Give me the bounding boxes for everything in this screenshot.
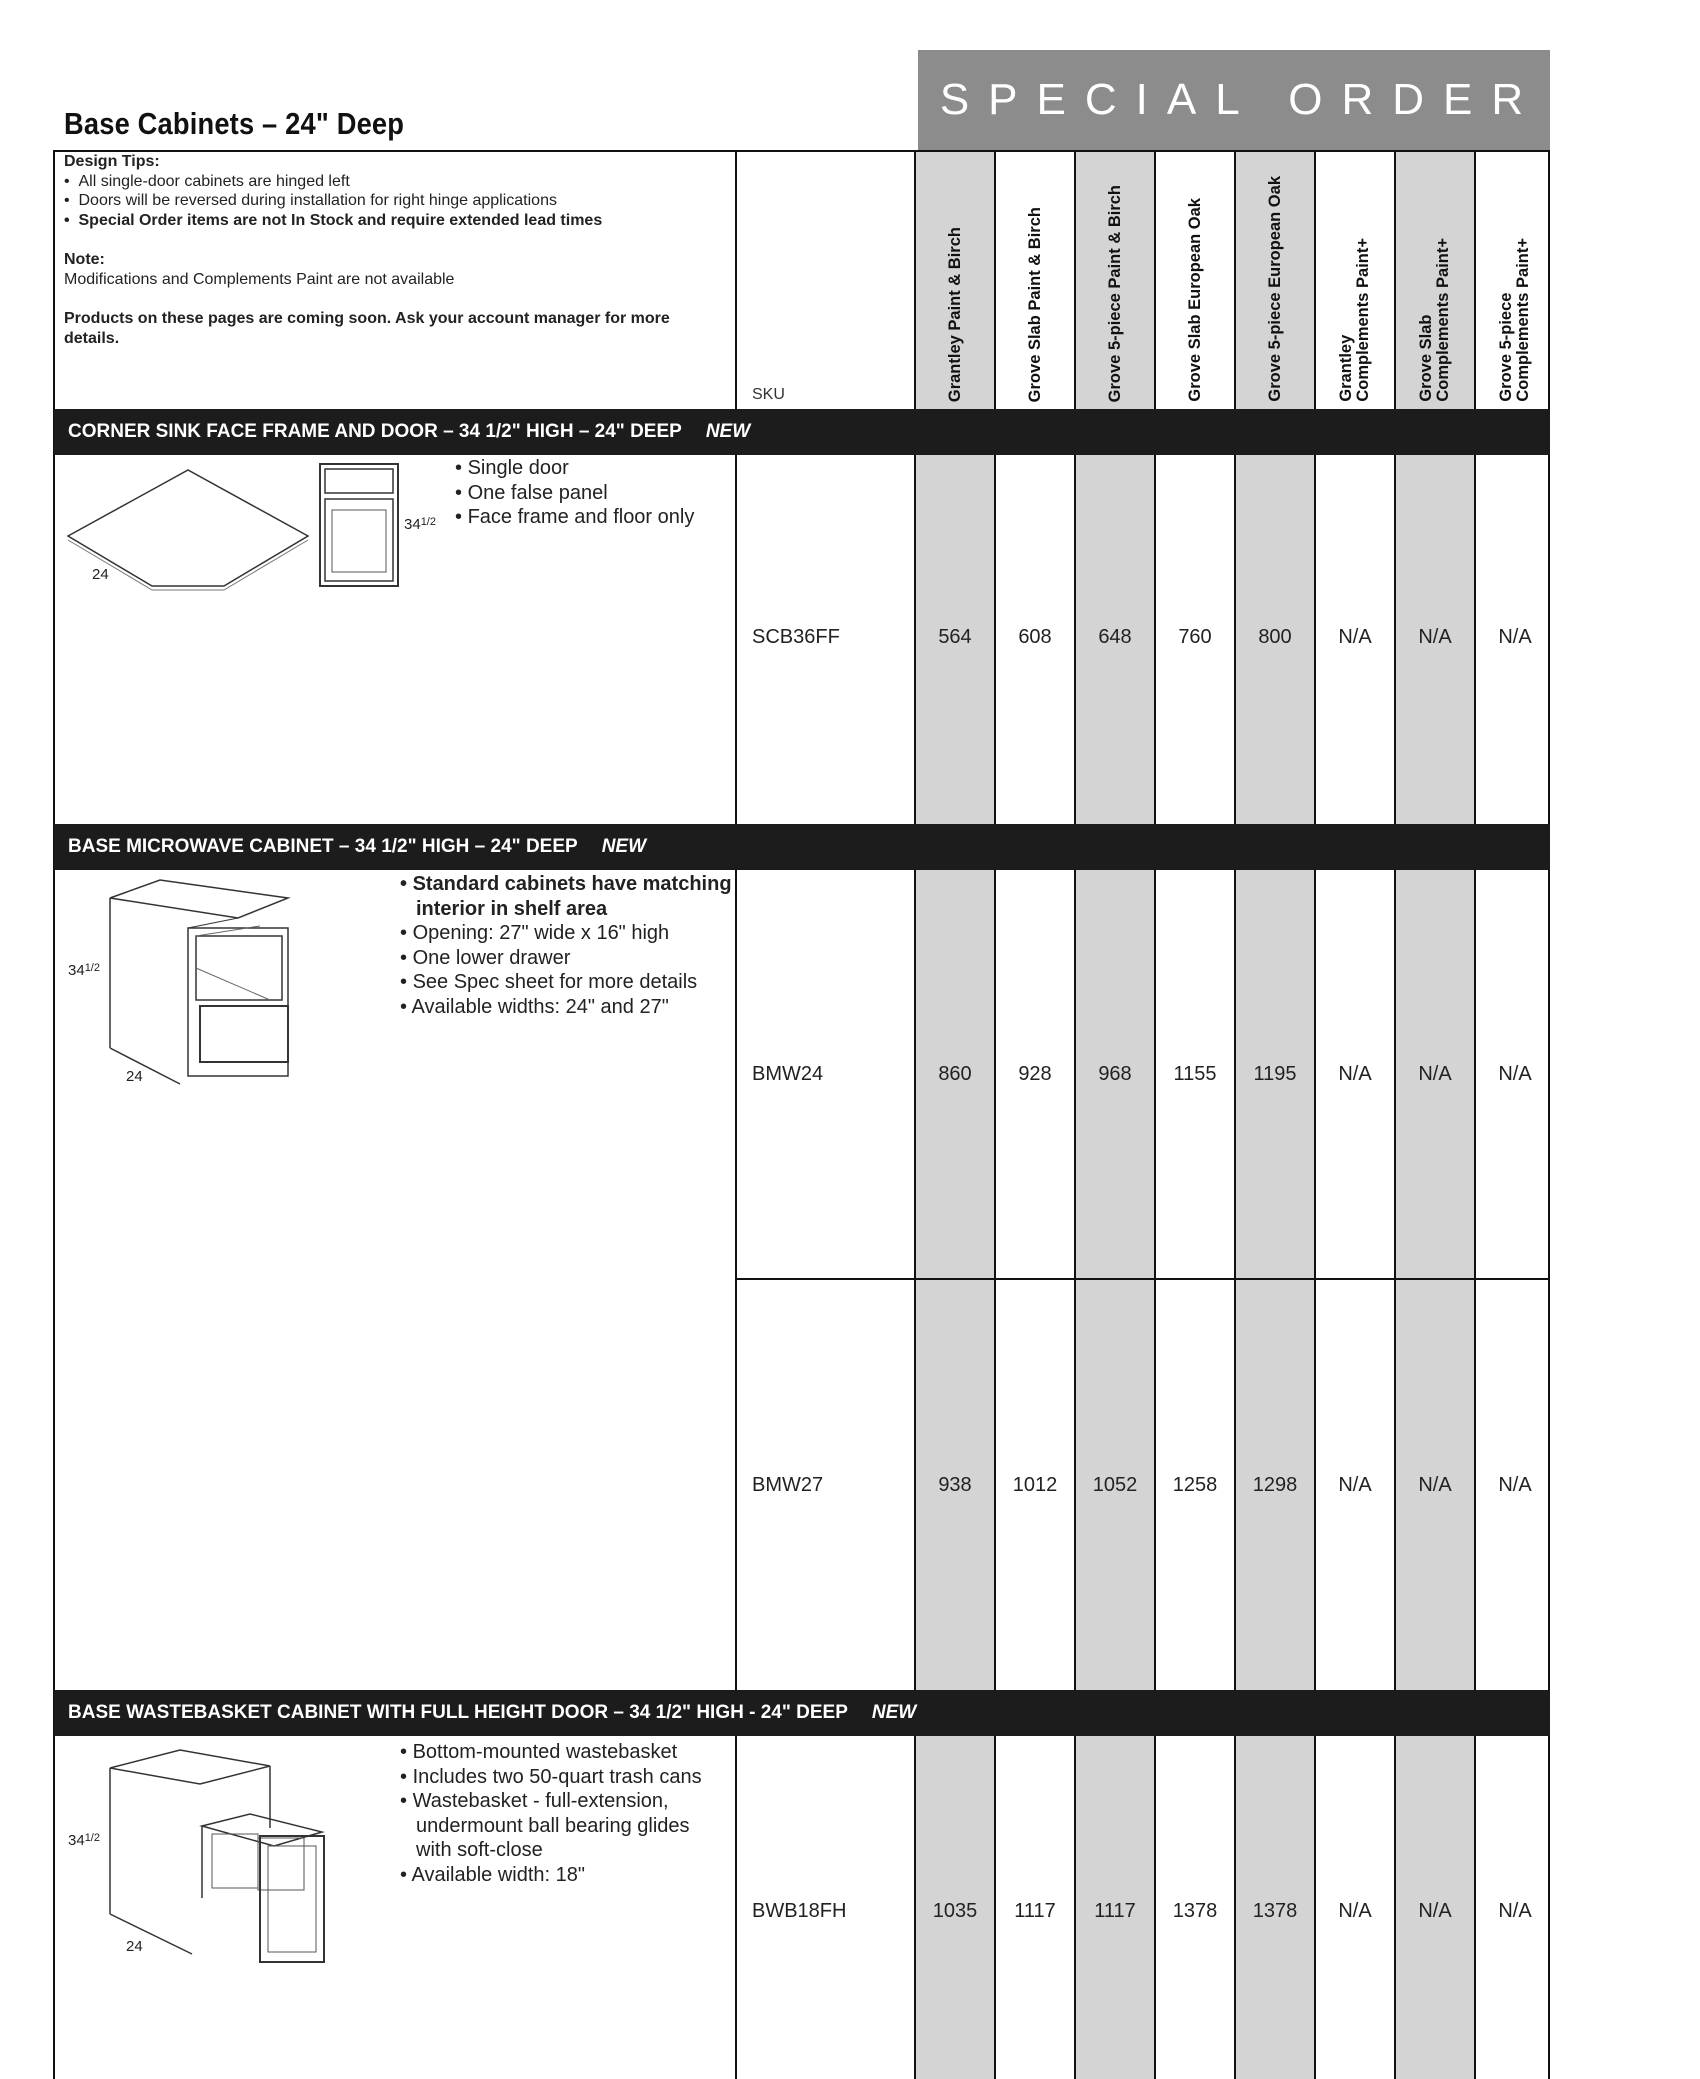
note-text: Modifications and Complements Paint are not available xyxy=(64,270,455,288)
depth-dimension: 24 xyxy=(126,1938,143,1955)
price-cell: 938 xyxy=(938,1474,972,1496)
price-cell: 928 xyxy=(1018,1063,1052,1085)
column-header: Grantley Complements Paint+ xyxy=(1337,238,1372,402)
sku-cell: SCB36FF xyxy=(752,626,840,648)
price-cell: 968 xyxy=(1098,1063,1132,1085)
price-cell: N/A xyxy=(1418,1063,1452,1085)
price-cell: N/A xyxy=(1338,1063,1372,1085)
feature-item: • Face frame and floor only xyxy=(455,506,695,528)
column-header: Grove 5-piece Complements Paint+ xyxy=(1497,238,1532,402)
row-divider xyxy=(735,1278,1550,1280)
height-dimension: $34^{1/2}$ xyxy=(404,516,436,533)
corner-sink-door-drawing xyxy=(318,462,402,588)
price-cell: N/A xyxy=(1498,1900,1532,1922)
price-cell: N/A xyxy=(1498,626,1532,648)
column-header: Grove 5-piece European Oak xyxy=(1265,176,1284,402)
section-header xyxy=(54,409,1550,455)
section-header xyxy=(54,1690,1550,1736)
design-tip-item: • Doors will be reversed during installation for right hinge applications xyxy=(64,192,557,209)
new-badge: NEW xyxy=(871,1702,917,1723)
price-cell: 1258 xyxy=(1172,1474,1218,1496)
depth-dimension: 24 xyxy=(92,566,109,583)
feature-item: • Standard cabinets have matching interior in shelf area xyxy=(400,873,732,920)
section-title: BASE WASTEBASKET CABINET WITH FULL HEIGHT DOOR – 34 1/2" HIGH - 24" DEEP xyxy=(68,1702,848,1723)
microwave-cabinet-drawing xyxy=(100,878,300,1088)
price-cell: 1117 xyxy=(1014,1900,1056,1922)
section-title: BASE MICROWAVE CABINET – 34 1/2" HIGH – 24" DEEP xyxy=(68,836,578,857)
price-cell: 648 xyxy=(1098,626,1132,648)
price-cell: 1117 xyxy=(1094,1900,1136,1922)
price-cell: 608 xyxy=(1018,626,1052,648)
design-tips xyxy=(64,152,744,348)
height-dimension: $34^{1/2}$ xyxy=(68,962,100,979)
price-cell: N/A xyxy=(1338,1900,1372,1922)
price-cell: N/A xyxy=(1418,626,1452,648)
price-cell: N/A xyxy=(1338,1474,1372,1496)
special-order-banner: SPECIAL ORDER xyxy=(918,50,1550,150)
note-heading: Note: xyxy=(64,251,105,268)
price-cell: 1012 xyxy=(1012,1474,1058,1496)
height-dimension: $34^{1/2}$ xyxy=(68,1832,100,1849)
section-title: CORNER SINK FACE FRAME AND DOOR – 34 1/2" HIGH – 24" DEEP xyxy=(68,421,682,442)
depth-dimension: 24 xyxy=(126,1068,143,1085)
design-tip-item: • Special Order items are not In Stock and require extended lead times xyxy=(64,211,603,229)
feature-item: • One false panel xyxy=(455,481,608,504)
column-header: Grove Slab European Oak xyxy=(1185,198,1204,402)
page-title: Base Cabinets – 24" Deep xyxy=(64,106,405,141)
price-cell: 1378 xyxy=(1252,1900,1298,1922)
column-header: Grantley Paint & Birch xyxy=(945,226,964,402)
feature-list xyxy=(400,872,735,1019)
feature-item: • Available width: 18" xyxy=(400,1863,585,1886)
feature-item: • Single door xyxy=(455,457,569,479)
price-cell: 1378 xyxy=(1172,1900,1218,1922)
price-cell: 1298 xyxy=(1252,1474,1298,1496)
price-cell: 800 xyxy=(1258,626,1292,648)
sku-cell: BWB18FH xyxy=(752,1900,847,1922)
feature-item: • One lower drawer xyxy=(400,946,571,969)
price-cell: 564 xyxy=(938,626,972,648)
feature-item: • Wastebasket - full-extension, undermount ball bearing glides with soft-close xyxy=(400,1790,690,1861)
column-header: Grove Slab Paint & Birch xyxy=(1025,206,1044,402)
sku-cell: BMW24 xyxy=(752,1063,824,1085)
price-cell: 860 xyxy=(938,1063,972,1085)
price-cell: 760 xyxy=(1178,626,1212,648)
sku-cell: BMW27 xyxy=(752,1474,824,1496)
sku-column-header: SKU xyxy=(752,386,785,403)
price-cell: N/A xyxy=(1498,1063,1532,1085)
column-header: Grove Slab Complements Paint+ xyxy=(1417,238,1452,402)
design-tips-heading: Design Tips: xyxy=(64,153,160,170)
price-cell: 1155 xyxy=(1173,1063,1217,1085)
feature-item: • See Spec sheet for more details xyxy=(400,971,698,993)
new-badge: NEW xyxy=(601,836,647,857)
price-cell: 1052 xyxy=(1092,1474,1138,1496)
price-cell: 1035 xyxy=(932,1900,978,1922)
feature-item: • Bottom-mounted wastebasket xyxy=(400,1741,678,1763)
column-header: Grove 5-piece Paint & Birch xyxy=(1105,184,1124,402)
feature-item: • Includes two 50-quart trash cans xyxy=(400,1765,702,1788)
wastebasket-cabinet-drawing xyxy=(100,1748,340,1968)
price-cell: N/A xyxy=(1418,1474,1452,1496)
new-badge: NEW xyxy=(705,421,751,442)
design-tip-item: • All single-door cabinets are hinged left xyxy=(64,172,350,190)
feature-item: • Opening: 27" wide x 16" high xyxy=(400,922,670,944)
price-cell: N/A xyxy=(1418,1900,1452,1922)
feature-item: • Available widths: 24" and 27" xyxy=(400,995,669,1018)
feature-list xyxy=(400,1740,730,1887)
feature-list xyxy=(455,456,735,530)
products-note: Products on these pages are coming soon. Ask your account manager for more details. xyxy=(64,310,670,347)
section-header xyxy=(54,824,1550,870)
price-cell: N/A xyxy=(1338,626,1372,648)
price-cell: 1195 xyxy=(1253,1063,1297,1085)
price-cell: N/A xyxy=(1498,1474,1532,1496)
